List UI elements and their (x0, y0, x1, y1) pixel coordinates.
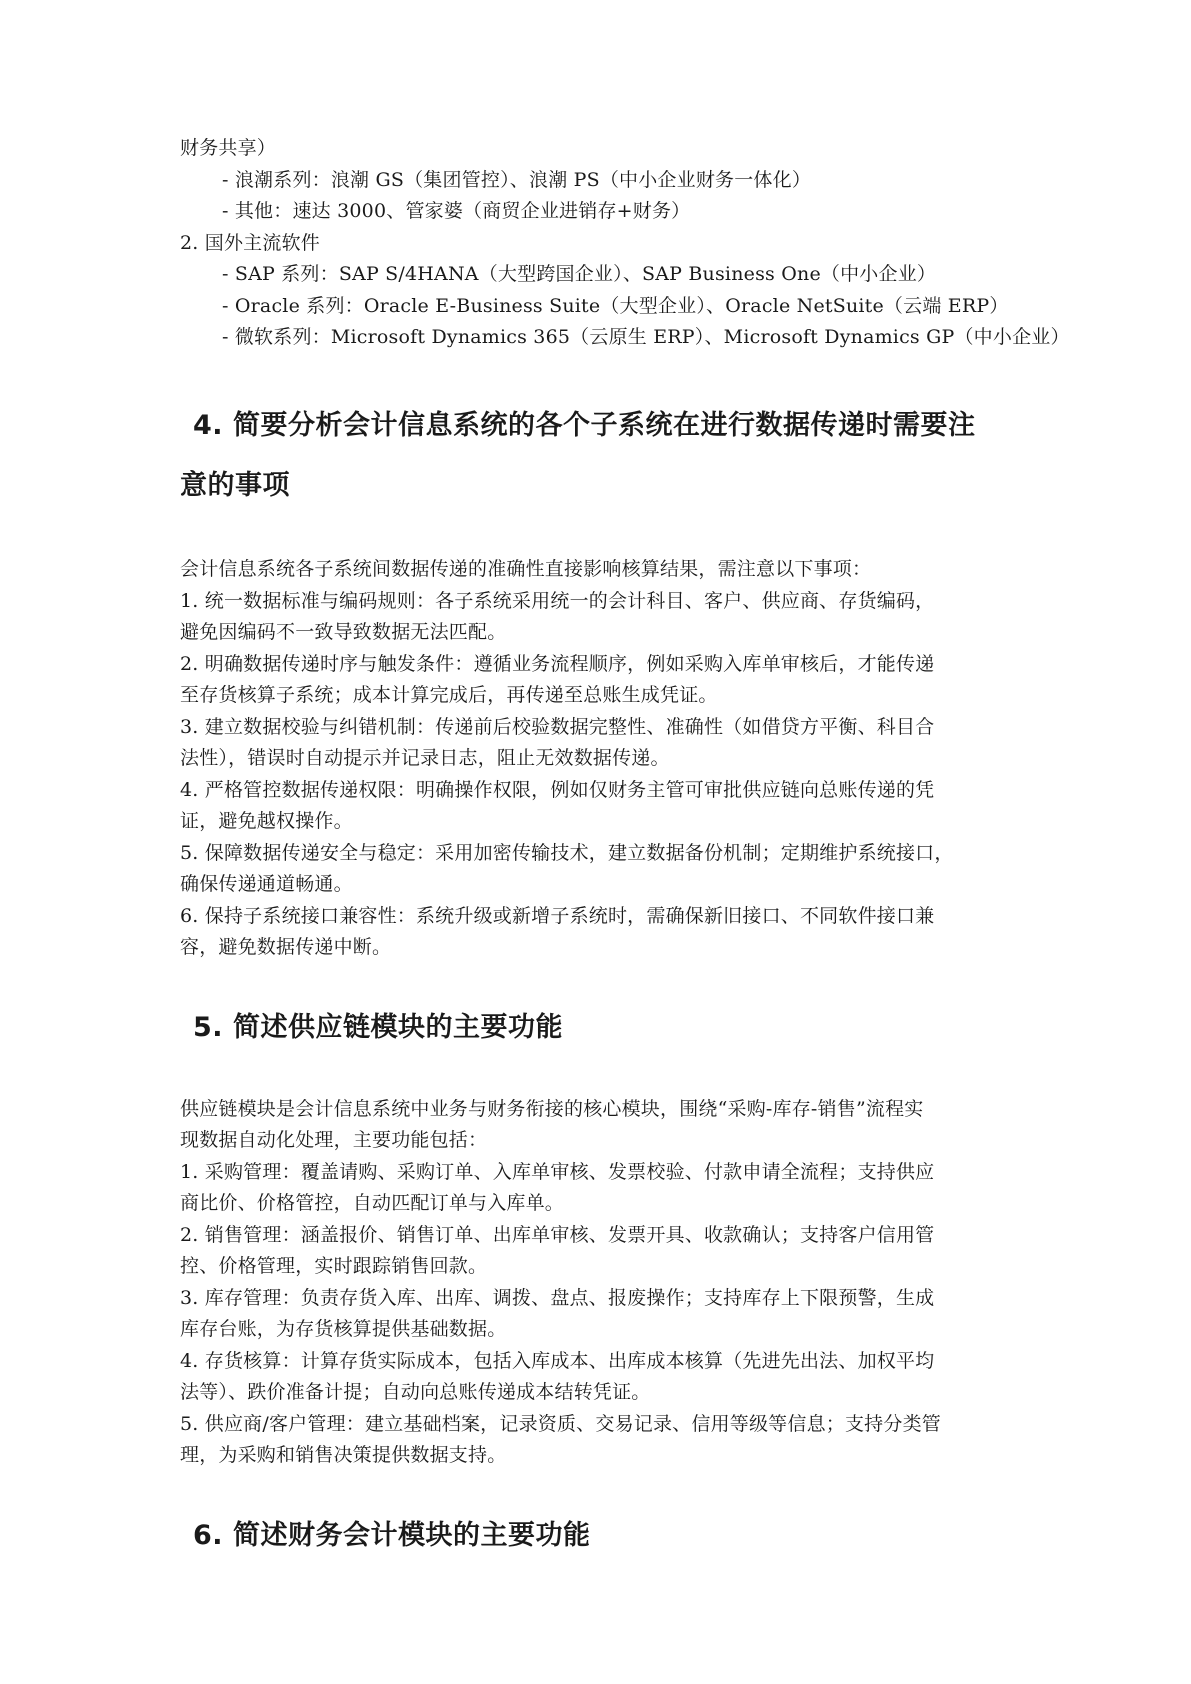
paragraph-line: 证，避免越权操作。 (180, 810, 353, 832)
paragraph-line: 4. 存货核算：计算存货实际成本，包括入库成本、出库成本核算（先进先出法、加权平均 (180, 1350, 935, 1372)
paragraph-line: 供应链模块是会计信息系统中业务与财务衔接的核心模块，围绕“采购-库存-销售”流程实 (180, 1098, 924, 1120)
paragraph-line: 法性），错误时自动提示并记录日志，阻止无效数据传递。 (180, 747, 670, 769)
paragraph-line: 2. 明确数据传递时序与触发条件：遵循业务流程顺序，例如采购入库单审核后，才能传递 (180, 653, 935, 675)
section-4-title: 4. 简要分析会计信息系统的各个子系统在进行数据传递时需要注 (193, 410, 976, 441)
list-item: - Oracle 系列：Oracle E-Business Suite（大型企业）、Oracle NetSuite（云端 ERP） (222, 295, 1009, 317)
paragraph-line: 商比价、价格管控，自动匹配订单与入库单。 (180, 1192, 565, 1214)
section-6-title: 6. 简述财务会计模块的主要功能 (193, 1520, 591, 1551)
section-5-title: 5. 简述供应链模块的主要功能 (193, 1012, 563, 1043)
paragraph-line: 会计信息系统各子系统间数据传递的准确性直接影响核算结果，需注意以下事项： (180, 558, 872, 580)
list-item: - 浪潮系列：浪潮 GS（集团管控）、浪潮 PS（中小企业财务一体化） (222, 169, 812, 191)
paragraph-line: 3. 库存管理：负责存货入库、出库、调拨、盘点、报废操作；支持库存上下限预警，生成 (180, 1287, 935, 1309)
paragraph-line: 库存台账，为存货核算提供基础数据。 (180, 1318, 507, 1340)
list-item: - 其他：速达 3000、管家婆（商贸企业进销存+财务） (222, 200, 691, 222)
paragraph-line: 控、价格管理，实时跟踪销售回款。 (180, 1255, 488, 1277)
paragraph-line: 确保传递通道畅通。 (180, 873, 353, 895)
list-item: - 微软系列：Microsoft Dynamics 365（云原生 ERP）、Microsoft Dynamics GP（中小企业） (222, 326, 1070, 348)
section-4-title-cont: 意的事项 (180, 470, 290, 501)
paragraph-line: 2. 销售管理：涵盖报价、销售订单、出库单审核、发票开具、收款确认；支持客户信用管 (180, 1224, 935, 1246)
paragraph-line: 容，避免数据传递中断。 (180, 936, 392, 958)
paragraph-line: 4. 严格管控数据传递权限：明确操作权限，例如仅财务主管可审批供应链向总账传递的凭 (180, 779, 935, 801)
list-heading: 2. 国外主流软件 (180, 232, 320, 254)
paragraph-line: 5. 保障数据传递安全与稳定：采用加密传输技术，建立数据备份机制；定期维护系统接口， (180, 842, 954, 864)
paragraph-line: 6. 保持子系统接口兼容性：系统升级或新增子系统时，需确保新旧接口、不同软件接口兼 (180, 905, 935, 927)
list-item: - SAP 系列：SAP S/4HANA（大型跨国企业）、SAP Business One（中小企业） (222, 263, 937, 285)
paragraph-line: 法等）、跌价准备计提；自动向总账传递成本结转凭证。 (180, 1381, 651, 1403)
paragraph-line: 至存货核算子系统；成本计算完成后，再传递至总账生成凭证。 (180, 684, 718, 706)
paragraph-line: 1. 统一数据标准与编码规则：各子系统采用统一的会计科目、客户、供应商、存货编码， (180, 590, 935, 612)
paragraph-line: 避免因编码不一致导致数据无法匹配。 (180, 621, 507, 643)
paragraph-line: 现数据自动化处理，主要功能包括： (180, 1129, 488, 1151)
paragraph-line: 3. 建立数据校验与纠错机制：传递前后校验数据完整性、准确性（如借贷方平衡、科目合 (180, 716, 935, 738)
paragraph-line: 5. 供应商/客户管理：建立基础档案，记录资质、交易记录、信用等级等信息；支持分类管 (180, 1413, 941, 1435)
paragraph-line: 财务共享） (180, 137, 277, 159)
paragraph-line: 理，为采购和销售决策提供数据支持。 (180, 1444, 507, 1466)
paragraph-line: 1. 采购管理：覆盖请购、采购订单、入库单审核、发票校验、付款申请全流程；支持供应 (180, 1161, 935, 1183)
